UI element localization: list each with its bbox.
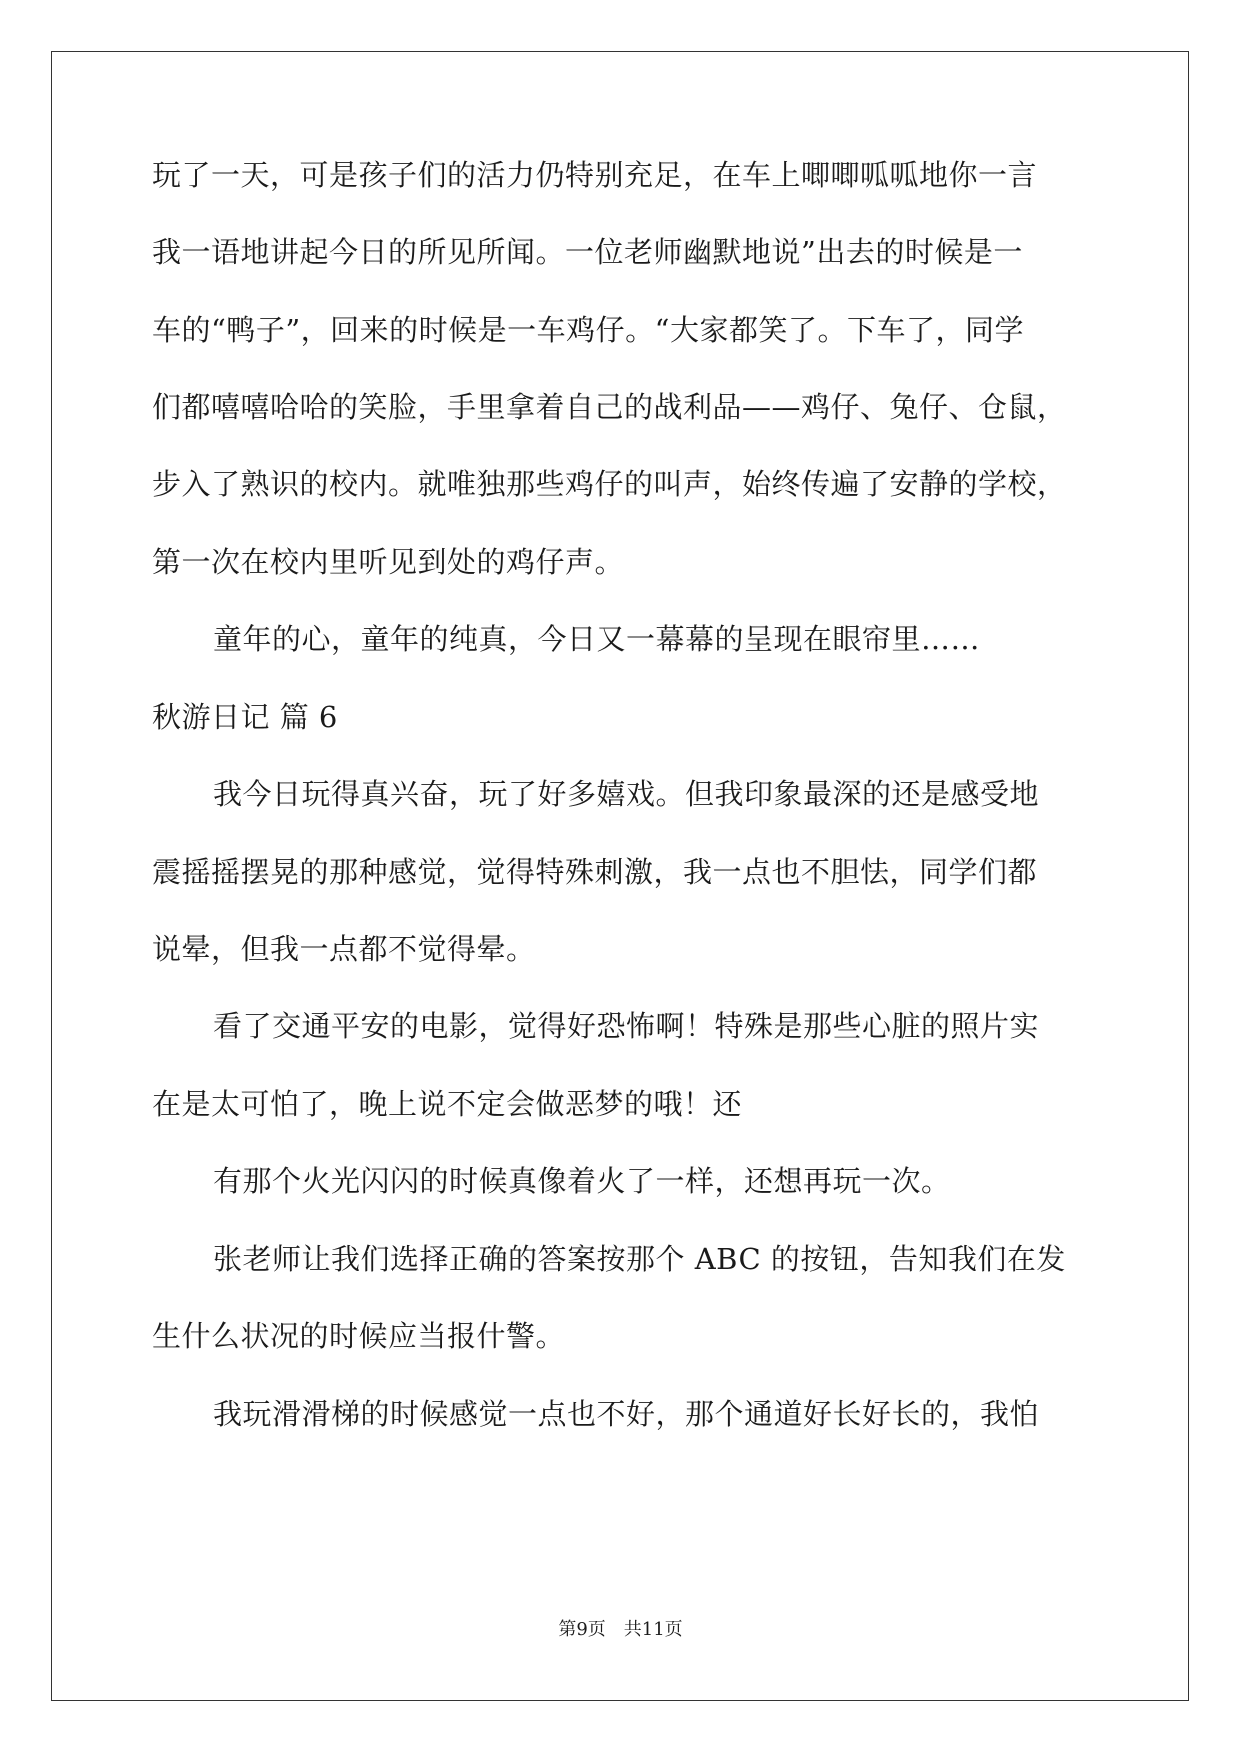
text-line-15: 张老师让我们选择正确的答案按那个 ABC 的按钮，告知我们在发 [213, 1242, 1066, 1276]
text-line-9: 我今日玩得真兴奋，玩了好多嬉戏。但我印象最深的还是感受地 [213, 777, 1040, 811]
text-line-4: 们都嘻嘻哈哈的笑脸，手里拿着自己的战利品——鸡仔、兔仔、仓鼠， [152, 390, 1067, 424]
text-line-2: 我一语地讲起今日的所见所闻。一位老师幽默地说”出去的时候是一 [152, 235, 1023, 269]
text-line-5: 步入了熟识的校内。就唯独那些鸡仔的叫声，始终传遍了安静的学校， [152, 467, 1067, 501]
text-line-7: 童年的心，童年的纯真，今日又一幕幕的呈现在眼帘里…… [213, 622, 981, 656]
page-footer [0, 1615, 1241, 1641]
text-line-14: 有那个火光闪闪的时候真像着火了一样，还想再玩一次。 [213, 1164, 951, 1198]
page-prefix: 第 [558, 1619, 577, 1640]
text-line-10: 震摇摇摆晃的那种感觉，觉得特殊刺激，我一点也不胆怯，同学们都 [152, 855, 1038, 889]
text-line-6: 第一次在校内里听见到处的鸡仔声。 [152, 545, 625, 579]
page-total: 11 [641, 1619, 665, 1640]
text-line-3: 车的“鸭子”，回来的时候是一车鸡仔。“大家都笑了。下车了，同学 [152, 313, 1024, 347]
page-suffix: 页 [664, 1619, 683, 1640]
text-line-16: 生什么状况的时候应当报什警。 [152, 1319, 566, 1353]
page-mid: 页 共 [587, 1619, 642, 1640]
text-line-11: 说晕，但我一点都不觉得晕。 [152, 932, 536, 966]
page-current: 9 [576, 1619, 588, 1640]
text-line-17: 我玩滑滑梯的时候感觉一点也不好，那个通道好长好长的，我怕 [213, 1397, 1040, 1431]
section-heading: 秋游日记 篇 6 [152, 700, 338, 734]
text-line-1: 玩了一天，可是孩子们的活力仍特别充足，在车上唧唧呱呱地你一言 [152, 158, 1038, 192]
text-line-13: 在是太可怕了，晚上说不定会做恶梦的哦！还 [152, 1087, 743, 1121]
text-line-12: 看了交通平安的电影，觉得好恐怖啊！特殊是那些心脏的照片实 [213, 1009, 1040, 1043]
